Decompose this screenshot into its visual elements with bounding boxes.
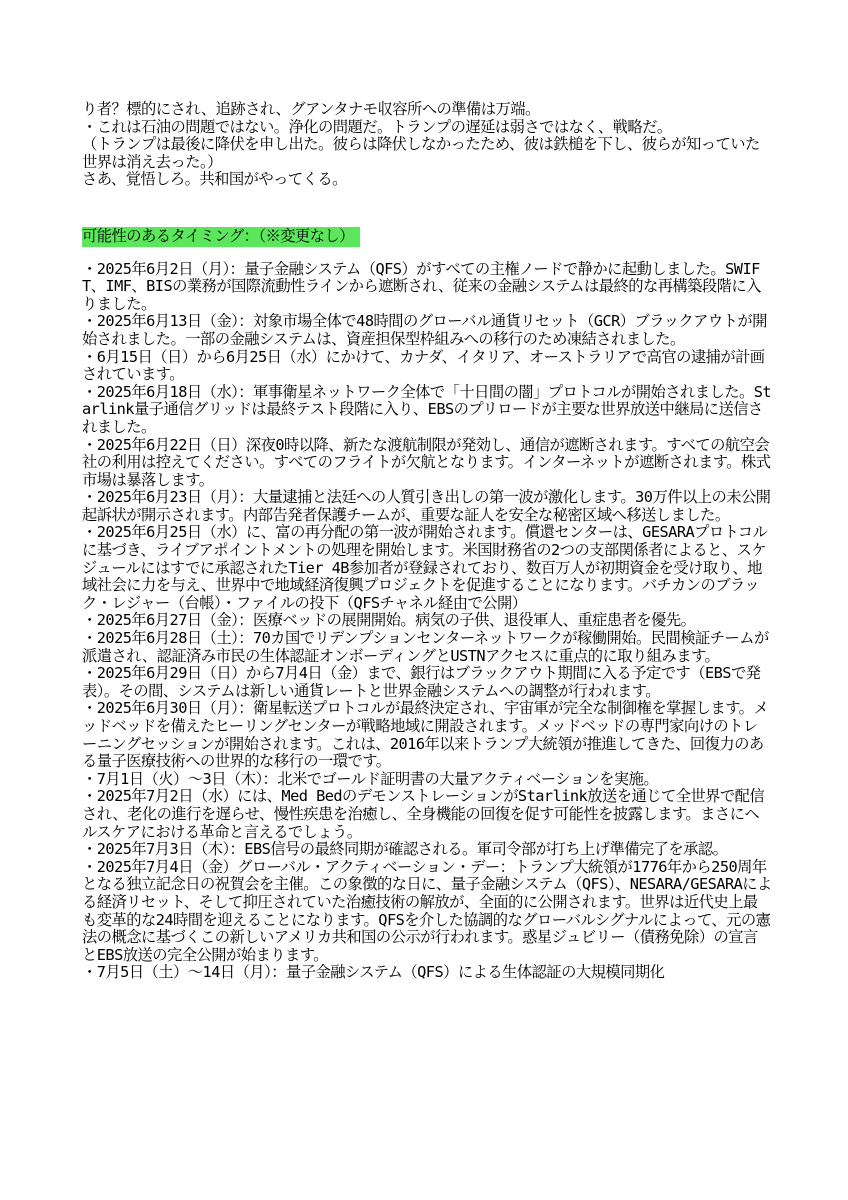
- timeline-item: ・7月5日（土）～14日（月）：量子金融システム（QFS）による生体認証の大規模同期化: [82, 963, 665, 982]
- timeline-item: ・2025年6月29日（日）から7月4日（金）まで、銀行はブラックアウト期間に入る予定です（EBSで発表）。その間、システムは新しい通貨レートと世界金融システムへの調整が行われます。: [82, 664, 761, 700]
- timeline-item: ・2025年6月27日（金）：医療ベッドの展開開始。病気の子供、退役軍人、重症患者を優先。: [82, 611, 696, 630]
- timing-heading-wrapper: [82, 227, 772, 247]
- timeline-list: [82, 261, 772, 982]
- timeline-item: ・2025年6月13日（金）：対象市場全体で48時間のグローバル通貨リセット（GCR）ブラックアウトが開始されました。一部の金融システムは、資産担保型枠組みへの移行のため凍結されました。: [82, 312, 767, 348]
- intro-line: （トランプは最後に降伏を申し出た。彼らは降伏しなかったため、彼は鉄槌を下し、彼らが知っていた世界は消え去った。）: [82, 135, 760, 171]
- timeline-item: ・2025年6月2日（月）：量子金融システム（QFS）がすべての主権ノードで静かに起動しました。SWIFT、IMF、BISの業務が国際流動性ラインから遮断され、従来の金融システムは最終的な再構築段階に入りました。: [82, 259, 761, 313]
- intro-section: [82, 101, 772, 189]
- timing-heading: 可能性のあるタイミング：（※変更なし）: [82, 227, 360, 247]
- intro-line: ・これは石油の問題ではない。浄化の問題だ。トランプの遅延は弱さではなく、戦略だ。: [82, 117, 672, 136]
- timeline-item: ・2025年7月4日（金）グローバル・アクティベーション・デー：トランプ大統領が1776年から250周年となる独立記念日の祝賀会を主催。この象徴的な日に、量子金融システム（QFS）、NESARA/GESARAによる経済リセット、そして抑圧されていた治癒技術の解放が、全面的に公開されます。世界は近代史上最も変革的な24時間を迎えることになります。QFSを介した協調的なグローバルシグナルによって、元の憲法の概念に基づくこの新しいアメリカ共和国の公示が行われます。惑星ジュビリー（債務免除）の宣言とEBS放送の完全公開が始まります。: [82, 857, 772, 964]
- timeline-item: ・2025年7月3日（木）：EBS信号の最終同期が確認される。軍司令部が打ち上げ準備完了を承認。: [82, 840, 728, 859]
- timeline-item: ・2025年6月22日（日）深夜0時以降、新たな渡航制限が発効し、通信が遮断されます。すべての航空会社の利用は控えてください。すべてのフライトが欠航となります。インターネットが遮断されます。株式市場は暴落します。: [82, 435, 771, 489]
- timeline-item: ・2025年6月30日（月）：衛星転送プロトコルが最終決定され、宇宙軍が完全な制御権を掌握します。メッドベッドを備えたヒーリングセンターが戦略地域に開設されます。メッドベッドの専門家向けのトレーニングセッションが開始されます。これは、2016年以来トランプ大統領が推進してきた、回復力のある量子医療技術への世界的な移行の一環です。: [82, 699, 769, 771]
- timeline-item: ・2025年6月28日（土）：70カ国でリデンプションセンターネットワークが稼働開始。民間検証チームが派遣され、認証済み市民の生体認証オンボーディングとUSTNアクセスに重点的に取り組みます。: [82, 629, 769, 665]
- timeline-item: ・2025年7月2日（水）には、Med BedのデモンストレーションがStarlink放送を通じて全世界で配信され、老化の進行を遅らせ、慢性疾患を治癒し、全身機能の回復を促す可能性を披露します。まさにヘルスケアにおける革命と言えるでしょう。: [82, 787, 765, 841]
- section-spacer: [82, 189, 772, 227]
- intro-line: り者？標的にされ、追跡され、グアンタナモ収容所への準備は万端。: [82, 100, 540, 118]
- timeline-item: ・2025年6月23日（月）：大量逮捕と法廷への人質引き出しの第一波が激化します。30万件以上の未公開起訴状が開示されます。内部告発者保護チームが、重要な証人を安全な秘密区域へ移送しました。: [82, 488, 771, 524]
- timeline-item: ・2025年6月25日（水）に、富の再分配の第一波が開始されます。償還センターは、GESARAプロトコルに基づき、ライブアポイントメントの処理を開始します。米国財務省の2つの支部関係者によると、スケジュールにはすでに承認されたTier 4B参加者が登録されており、数百万人が初期資金を受け取り、地域社会に力を与え、世界中で地域経済復興プロジェクトを促進することになります。バチカンのブラック・レジャー（台帳）・ファイルの投下（QFSチャネル経由で公開）: [82, 523, 768, 612]
- timeline-item: ・7月1日（火）～3日（木）：北米でゴールド証明書の大量アクティベーションを実施。: [82, 769, 659, 788]
- document-page: [82, 101, 772, 982]
- timeline-item: ・6月15日（日）から6月25日（水）にかけて、カナダ、イタリア、オーストラリアで高官の逮捕が計画されています。: [82, 347, 765, 384]
- timeline-item: ・2025年6月18日（水）：軍事衛星ネットワーク全体で「十日間の闇」プロトコルが開始されました。Starlink量子通信グリッドは最終テスト段階に入り、EBSのプリロードが主要な世界放送中継局に送信されました。: [82, 382, 772, 436]
- intro-line: さあ、覚悟しろ。共和国がやってくる。: [82, 170, 347, 189]
